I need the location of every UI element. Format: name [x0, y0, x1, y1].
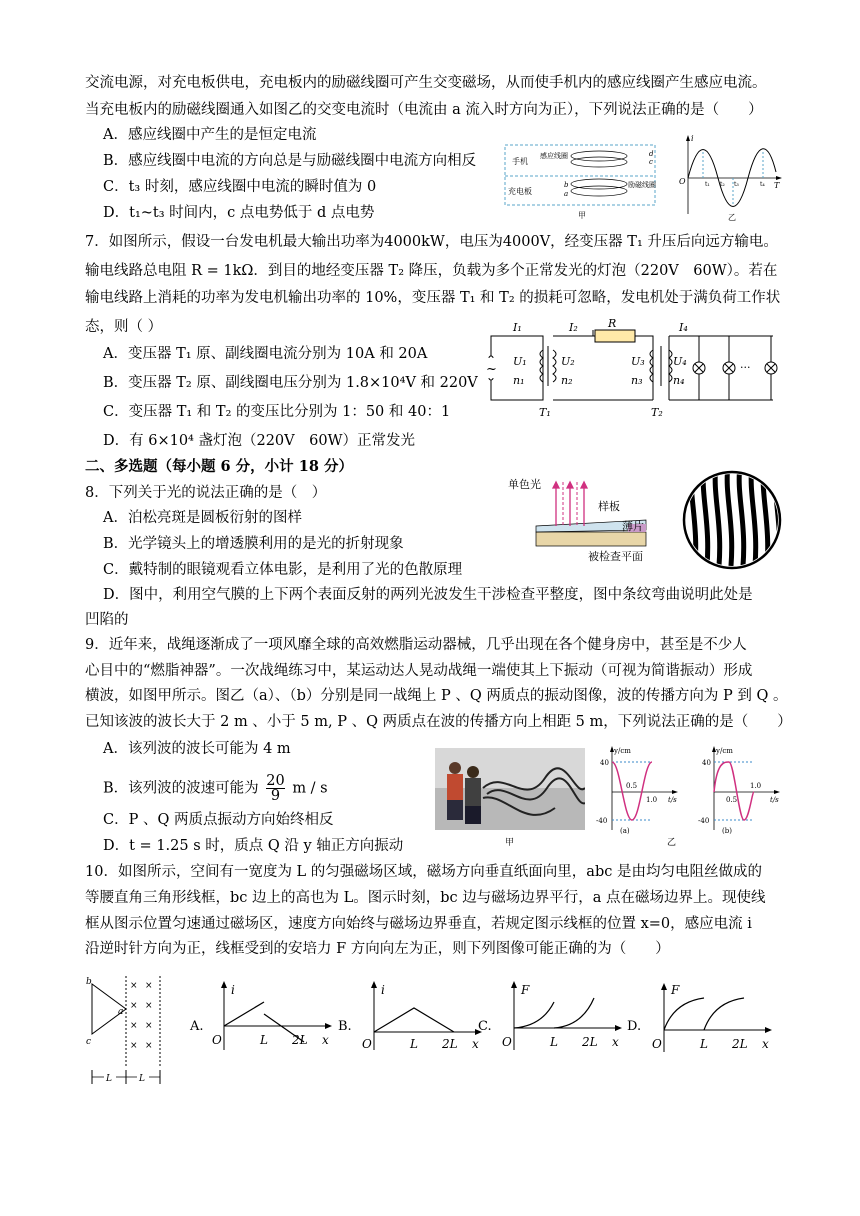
svg-text:···: ··· — [740, 361, 751, 374]
svg-text:F: F — [521, 983, 530, 997]
svg-text:R: R — [608, 318, 617, 330]
q9-line-3: 横波，如图甲所示。图乙（a）、（b）分别是同一战绳上 P 、Q 两质点的振动图像，波的传播方向为 P 到 Q 。 — [85, 688, 788, 704]
caption-yi: 乙 — [728, 213, 736, 222]
svg-text:-40: -40 — [698, 817, 710, 825]
svg-text:a: a — [564, 190, 569, 198]
svg-text:~: ~ — [486, 362, 497, 377]
svg-text:O: O — [502, 1035, 512, 1049]
svg-text:b: b — [564, 181, 569, 189]
coil-top-label: 感应线圈 — [540, 152, 568, 160]
svg-text:(a): (a) — [620, 827, 630, 835]
svg-text:x: x — [762, 1037, 769, 1051]
q8-option-a: A．泊松亮斑是圆板衍射的图样 — [103, 510, 302, 526]
svg-text:40: 40 — [600, 759, 609, 767]
svg-text:×: × — [130, 1001, 138, 1011]
svg-text:1.0: 1.0 — [646, 796, 658, 804]
svg-text:F: F — [671, 983, 680, 997]
svg-text:t/s: t/s — [770, 796, 779, 804]
battle-rope-photo — [435, 748, 585, 830]
q9-option-a: A．该列波的波长可能为 4 m — [103, 741, 291, 757]
svg-text:L: L — [260, 1033, 268, 1047]
q9-option-b: B．该列波的波速可能为 $\frac{20}{9}$ m / s — [103, 773, 328, 804]
svg-text:T₁: T₁ — [539, 406, 551, 419]
svg-text:t₂: t₂ — [720, 181, 725, 188]
q10-field-figure — [84, 972, 170, 1088]
q10-graph-c-label: C. — [478, 1019, 492, 1034]
svg-text:O: O — [652, 1037, 662, 1051]
q10-line-1: 10．如图所示，空间有一宽度为 L 的匀强磁场区域，磁场方向垂直纸面向里，abc 是由均匀电阻丝做成的 — [85, 864, 762, 880]
svg-text:U₃: U₃ — [631, 355, 645, 368]
board-label: 充电板 — [508, 187, 532, 196]
q9-caption-yi: 乙 — [667, 838, 677, 848]
svg-text:x: x — [322, 1033, 329, 1047]
svg-text:i: i — [381, 983, 385, 997]
svg-text:i: i — [231, 983, 235, 997]
q6-option-d: D．t₁~t₃ 时间内，c 点电势低于 d 点电势 — [103, 205, 375, 221]
svg-text:2L: 2L — [442, 1037, 458, 1051]
q10-graph-b — [356, 978, 486, 1054]
q6-option-a: A．感应线圈中产生的是恒定电流 — [103, 127, 317, 143]
svg-text:d: d — [649, 150, 654, 158]
svg-text:L: L — [410, 1037, 418, 1051]
q8-option-c: C．戴特制的眼镜观看立体电影，是利用了光的色散原理 — [103, 562, 463, 578]
svg-text:L: L — [139, 1074, 145, 1084]
q10-graph-c — [496, 978, 626, 1054]
q10-graph-d — [646, 980, 776, 1056]
q7-line-3: 输电线路上消耗的功率为发电机输出功率的 10%，变压器 T₁ 和 T₂ 的损耗可忽略，发电机处于满负荷工作状 — [85, 290, 781, 306]
q6-figure-yi — [676, 132, 786, 222]
q7-circuit-figure — [483, 318, 783, 422]
svg-text:T₂: T₂ — [651, 406, 663, 419]
svg-text:n₂: n₂ — [561, 374, 573, 387]
svg-text:-40: -40 — [596, 817, 608, 825]
q10-line-3: 框从图示位置匀速通过磁场区，速度方向始终与磁场边界垂直，若规定图示线框的位置 x=0，感应电流 i — [85, 916, 752, 932]
q9-option-d: D．t = 1.25 s 时，质点 Q 沿 y 轴正方向振动 — [103, 838, 404, 854]
q7-line-4: 态，则（ ） — [85, 319, 163, 335]
svg-text:I₄: I₄ — [679, 321, 688, 334]
svg-text:单色光: 单色光 — [508, 478, 541, 491]
svg-text:n₃: n₃ — [631, 374, 643, 387]
svg-text:1.0: 1.0 — [750, 782, 762, 790]
q10-line-4: 沿逆时针方向为正，线框受到的安培力 F 方向向左为正，则下列图像可能正确的为（ ） — [85, 941, 670, 957]
svg-text:I₂: I₂ — [569, 321, 578, 334]
svg-text:c: c — [86, 1037, 92, 1047]
svg-text:样板: 样板 — [598, 500, 620, 513]
svg-text:×: × — [145, 1001, 153, 1011]
q6-option-c: C．t₃ 时刻，感应线圈中电流的瞬时值为 0 — [103, 179, 377, 195]
svg-text:U₂: U₂ — [561, 355, 575, 368]
q10-graph-a — [206, 978, 336, 1054]
q10-line-2: 等腰直角三角形线框，bc 边上的高也为 L。图示时刻，bc 边与磁场边界平行，a 点在磁场边界上。现使线 — [85, 890, 766, 906]
svg-text:T: T — [774, 181, 780, 190]
q6-line-2: 当充电板内的励磁线圈通入如图乙的交变电流时（电流由 a 流入时方向为正），下列说法正确的是（ ） — [85, 102, 763, 118]
svg-text:O: O — [679, 177, 686, 186]
q7-option-b: B．变压器 T₂ 原、副线圈电压分别为 1.8×10⁴V 和 220V — [103, 375, 478, 391]
svg-text:y/cm: y/cm — [716, 747, 733, 755]
q10-graph-b-label: B. — [338, 1019, 352, 1034]
q8-interference-figure — [506, 466, 782, 572]
q10-graph-d-label: D. — [627, 1019, 642, 1034]
svg-text:0.5: 0.5 — [626, 782, 638, 790]
q7-option-a: A．变压器 T₁ 原、副线圈电流分别为 10A 和 20A — [103, 346, 428, 362]
svg-text:U₁: U₁ — [513, 355, 527, 368]
svg-text:x: x — [472, 1037, 479, 1051]
svg-text:b: b — [86, 977, 92, 987]
svg-text:L: L — [700, 1037, 708, 1051]
q7-line-2: 输电线路总电阻 R = 1kΩ．到目的地经变压器 T₂ 降压，负载为多个正常发光的灯泡（220V 60W）。若在 — [85, 263, 778, 279]
svg-text:t/s: t/s — [668, 796, 677, 804]
svg-text:c: c — [649, 158, 653, 166]
section-2-title: 二、多选题（每小题 6 分，小计 18 分） — [85, 458, 353, 475]
q8-stem: 8．下列关于光的说法正确的是（ ） — [85, 485, 327, 501]
q9-line-2: 心目中的“燃脂神器”。一次战绳练习中，某运动达人晃动战绳一端使其上下振动（可视为简谐振动）形成 — [85, 663, 753, 679]
svg-text:y/cm: y/cm — [614, 747, 631, 755]
svg-text:×: × — [145, 1041, 153, 1051]
q9-graph-a — [590, 744, 680, 836]
q7-line-1: 7．如图所示，假设一台发电机最大输出功率为4000kW，电压为4000V，经变压器 T₁ 升压后向远方输电。 — [85, 234, 778, 250]
svg-text:薄片: 薄片 — [622, 520, 644, 533]
svg-text:2L: 2L — [292, 1033, 308, 1047]
coil-bottom-label: 励磁线圈 — [628, 181, 656, 189]
q10-graph-a-label: A. — [190, 1019, 204, 1034]
svg-text:i: i — [691, 134, 694, 143]
q8-option-d-cont: 凹陷的 — [85, 612, 129, 628]
q9-option-c: C．P 、Q 两质点振动方向始终相反 — [103, 812, 334, 828]
svg-text:L: L — [550, 1035, 558, 1049]
svg-text:t₄: t₄ — [760, 181, 765, 188]
svg-text:t₁: t₁ — [705, 181, 710, 188]
svg-text:O: O — [362, 1037, 372, 1051]
svg-text:×: × — [145, 1021, 153, 1031]
svg-text:a: a — [118, 1007, 124, 1017]
svg-text:2L: 2L — [732, 1037, 748, 1051]
q6-figure-jia — [504, 140, 664, 222]
svg-text:O: O — [212, 1033, 222, 1047]
svg-text:(b): (b) — [722, 827, 732, 835]
svg-text:n₁: n₁ — [513, 374, 525, 387]
q9-line-1: 9．近年来，战绳逐渐成了一项风靡全球的高效燃脂运动器械，几乎出现在各个健身房中，甚至是不少人 — [85, 637, 747, 653]
q6-line-1: 交流电源，对充电板供电，充电板内的励磁线圈可产生交变磁场，从而使手机内的感应线圈产生感应电流。 — [85, 75, 767, 91]
svg-text:被检查平面: 被检查平面 — [588, 550, 643, 563]
q7-option-c: C．变压器 T₁ 和 T₂ 的变压比分别为 1：50 和 40：1 — [103, 404, 451, 420]
q9-caption-jia: 甲 — [505, 838, 515, 848]
svg-text:×: × — [130, 1041, 138, 1051]
q9-graph-b — [692, 744, 782, 836]
svg-text:0.5: 0.5 — [726, 796, 738, 804]
svg-text:L: L — [106, 1074, 112, 1084]
svg-text:x: x — [612, 1035, 619, 1049]
svg-text:×: × — [130, 981, 138, 991]
q8-option-d: D．图中，利用空气膜的上下两个表面反射的两列光波发生干涉检查平整度，图中条纹弯曲说明此处是 — [103, 587, 753, 603]
svg-text:2L: 2L — [582, 1035, 598, 1049]
svg-text:40: 40 — [702, 759, 711, 767]
svg-text:n₄: n₄ — [673, 374, 685, 387]
svg-text:U₄: U₄ — [673, 355, 687, 368]
q9-line-4: 已知该波的波长大于 2 m 、小于 5 m, P 、Q 两质点在波的传播方向上相距 5 m，下列说法正确的是（ ） — [85, 714, 792, 730]
svg-text:×: × — [145, 981, 153, 991]
svg-text:×: × — [130, 1021, 138, 1031]
q7-option-d: D．有 6×10⁴ 盏灯泡（220V 60W）正常发光 — [103, 433, 415, 449]
svg-text:I₁: I₁ — [513, 321, 522, 334]
q8-option-b: B．光学镜头上的增透膜利用的是光的折射现象 — [103, 536, 404, 552]
caption-jia: 甲 — [578, 211, 586, 220]
phone-label: 手机 — [512, 157, 528, 166]
q6-option-b: B．感应线圈中电流的方向总是与励磁线圈中电流方向相反 — [103, 153, 477, 169]
svg-text:t₃: t₃ — [734, 181, 739, 188]
